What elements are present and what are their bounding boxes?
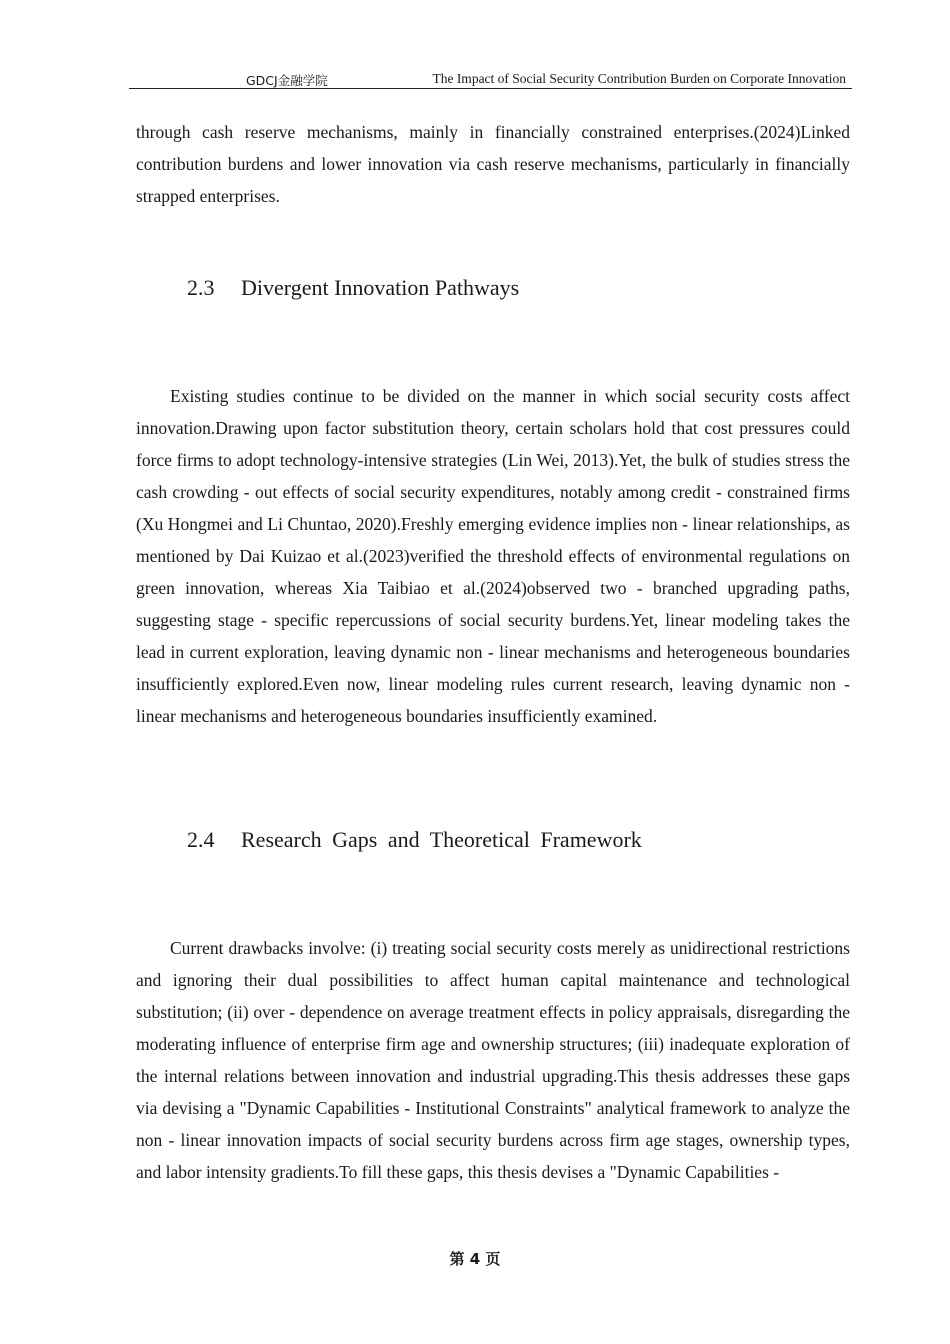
section-number: 2.3 — [187, 275, 215, 300]
section-title: Divergent Innovation Pathways — [241, 275, 520, 300]
header-thesis-title: The Impact of Social Security Contribution Burden on Corporate Innovation — [432, 71, 846, 86]
page-number: 第 4 页 — [449, 1250, 501, 1268]
section-title: Research Gaps and Theoretical Framework — [241, 827, 642, 852]
paragraph-continued: through cash reserve mechanisms, mainly in financially constrained enterprises.(2024)Linked contribution burdens and lower innovation via cash reserve mechanisms, particularly in financially strapped enterprises. — [136, 122, 850, 206]
section-heading-2-4 — [187, 827, 642, 853]
section-number: 2.4 — [187, 827, 215, 852]
section-heading-2-3 — [187, 275, 519, 301]
paragraph-research-gaps: Current drawbacks involve: (i) treating social security costs merely as unidirectional restrictions and ignoring their dual possibilities to affect human capital maintenance and technological substitution; (ii) over - dependence on average treatment effects in policy appraisals, disregarding the moderating influence of enterprise firm age and ownership structures; (iii) inadequate exploration of the internal relations between innovation and industrial upgrading.This thesis addresses these gaps via devising a "Dynamic Capabilities - Institutional Constraints" analytical framework to analyze the non - linear innovation impacts of social security burdens across firm age stages, ownership types, and labor intensity gradients.To fill these gaps, this thesis devises a "Dynamic Capabilities - — [136, 938, 850, 1182]
header-institution: GDCJ金融学院 — [246, 73, 328, 88]
paragraph-divergent-pathways: Existing studies continue to be divided on the manner in which social security costs affect innovation.Drawing upon factor substitution theory, certain scholars hold that cost pressures could force firms to adopt technology-intensive strategies (Lin Wei, 2013).Yet, the bulk of studies stress the cash crowding - out effects of social security expenditures, notably among credit - constrained firms (Xu Hongmei and Li Chuntao, 2020).Freshly emerging evidence implies non - linear relationships, as mentioned by Dai Kuizao et al.(2023)verified the threshold effects of environmental regulations on green innovation, whereas Xia Taibiao et al.(2024)observed two - branched upgrading paths, suggesting stage - specific repercussions of social security burdens.Yet, linear modeling takes the lead in current exploration, leaving dynamic non - linear mechanisms and heterogeneous boundaries insufficiently explored.Even now, linear modeling rules current research, leaving dynamic non - linear mechanisms and heterogeneous boundaries insufficiently examined. — [136, 386, 850, 726]
page-header — [129, 68, 852, 89]
